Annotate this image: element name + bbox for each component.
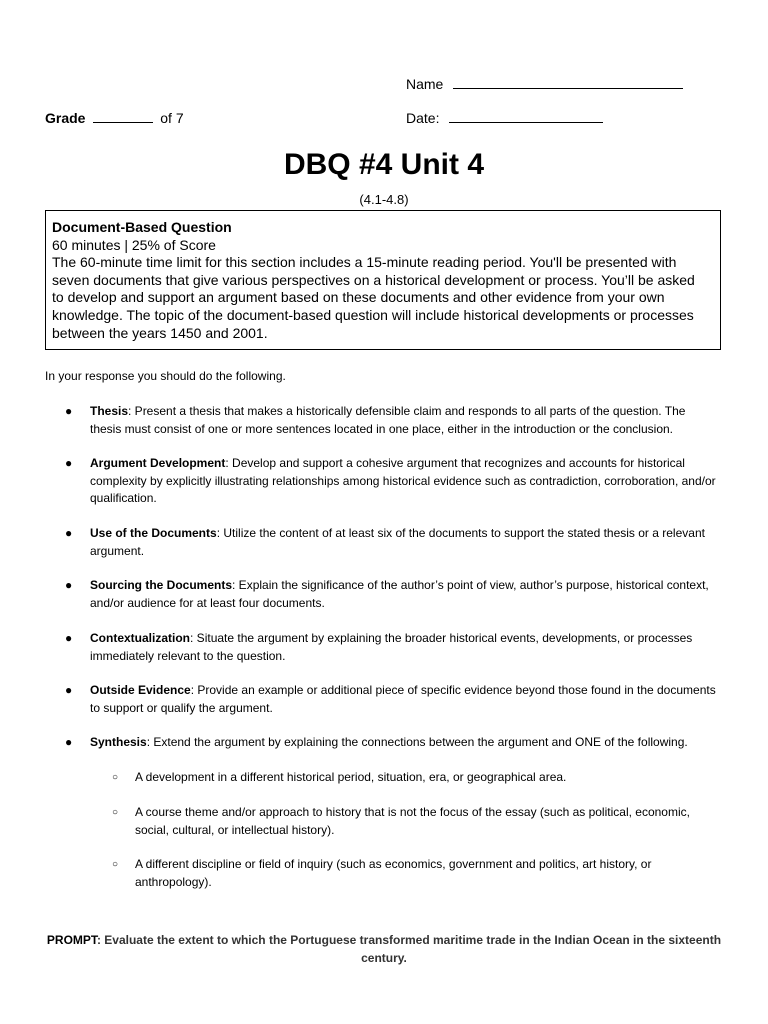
bullet-icon: ●: [65, 578, 73, 592]
bullet-icon: ●: [65, 683, 73, 697]
grade-label: Grade: [45, 110, 86, 126]
date-label: Date:: [406, 110, 440, 126]
bullet-icon: ●: [65, 526, 73, 540]
name-blank[interactable]: [453, 75, 683, 89]
grade-blank[interactable]: [93, 109, 153, 123]
page-subtitle: (4.1-4.8): [359, 192, 409, 207]
page-title: DBQ #4 Unit 4: [283, 148, 485, 181]
item-term: Contextualization: [90, 631, 191, 645]
item-term: Use of the Documents: [90, 526, 217, 540]
sub-item-text: A course theme and/or approach to history that is not the focus of the essay (such as political, economic, social, cultural, or intellectual history).: [135, 805, 690, 837]
item-term: Thesis: [90, 404, 129, 418]
box-heading: Document-Based Question: [52, 219, 232, 235]
item-term: Sourcing the Documents: [90, 578, 233, 592]
date-field: [406, 109, 603, 126]
name-field: [406, 75, 683, 92]
item-text: : Provide an example or additional piece of specific evidence beyond those found in the documents to support or qualify the argument.: [90, 683, 716, 715]
bullet-icon: ●: [65, 631, 73, 645]
intro-text: In your response you should do the following.: [45, 369, 286, 383]
box-time-score: 60 minutes | 25% of Score: [52, 236, 216, 253]
name-label: Name: [406, 76, 444, 92]
prompt: [45, 932, 723, 967]
item-text: : Utilize the content of at least six of the documents to support the stated thesis or a relevant argument.: [90, 526, 705, 558]
circle-bullet-icon: ○: [112, 807, 119, 818]
item-term: Synthesis: [90, 735, 147, 749]
circle-bullet-icon: ○: [112, 772, 119, 783]
circle-bullet-icon: ○: [112, 859, 119, 870]
prompt-label: PROMPT: [46, 933, 97, 947]
date-blank[interactable]: [449, 109, 603, 123]
instructions-box: [45, 210, 721, 350]
item-text: : Develop and support a cohesive argument that recognizes and accounts for historical complexity by explicitly illustrating relationships among historical evidence such as contradiction, corroboration, and/or qualification.: [90, 456, 716, 506]
box-body: The 60-minute time limit for this section includes a 15-minute reading period. You'll be presented with seven documents that give various perspectives on a historical development or process. You’ll be asked to develop and support an argument based on these documents and other evidence from your own knowledge. The topic of the document-based question will include historical developments or processes between the years 1450 and 2001.: [52, 254, 695, 341]
item-text: : Present a thesis that makes a historically defensible claim and responds to all parts of the question. The thesis must consist of one or more sentences located in one place, either in the introduction or the conclusion.: [90, 404, 686, 436]
sub-item-text: A development in a different historical period, situation, era, or geographical area.: [135, 770, 567, 784]
grade-field: [45, 109, 184, 126]
item-text: : Situate the argument by explaining the broader historical events, developments, or processes immediately relevant to the question.: [90, 631, 693, 663]
grade-suffix: of 7: [160, 110, 184, 126]
bullet-icon: ●: [65, 735, 73, 749]
item-text: : Explain the significance of the author’s point of view, author’s purpose, historical context, and/or audience for at least four documents.: [90, 578, 709, 610]
bullet-icon: ●: [65, 456, 73, 470]
item-term: Outside Evidence: [90, 683, 191, 697]
bullet-icon: ●: [65, 404, 73, 418]
item-term: Argument Development: [90, 456, 226, 470]
prompt-text: : Evaluate the extent to which the Portuguese transformed maritime trade in the Indian Ocean in the sixteenth century.: [96, 933, 722, 965]
item-text: : Extend the argument by explaining the connections between the argument and ONE of the following.: [146, 735, 688, 749]
sub-item-text: A different discipline or field of inquiry (such as economics, government and politics, art history, or anthropology).: [135, 857, 652, 889]
